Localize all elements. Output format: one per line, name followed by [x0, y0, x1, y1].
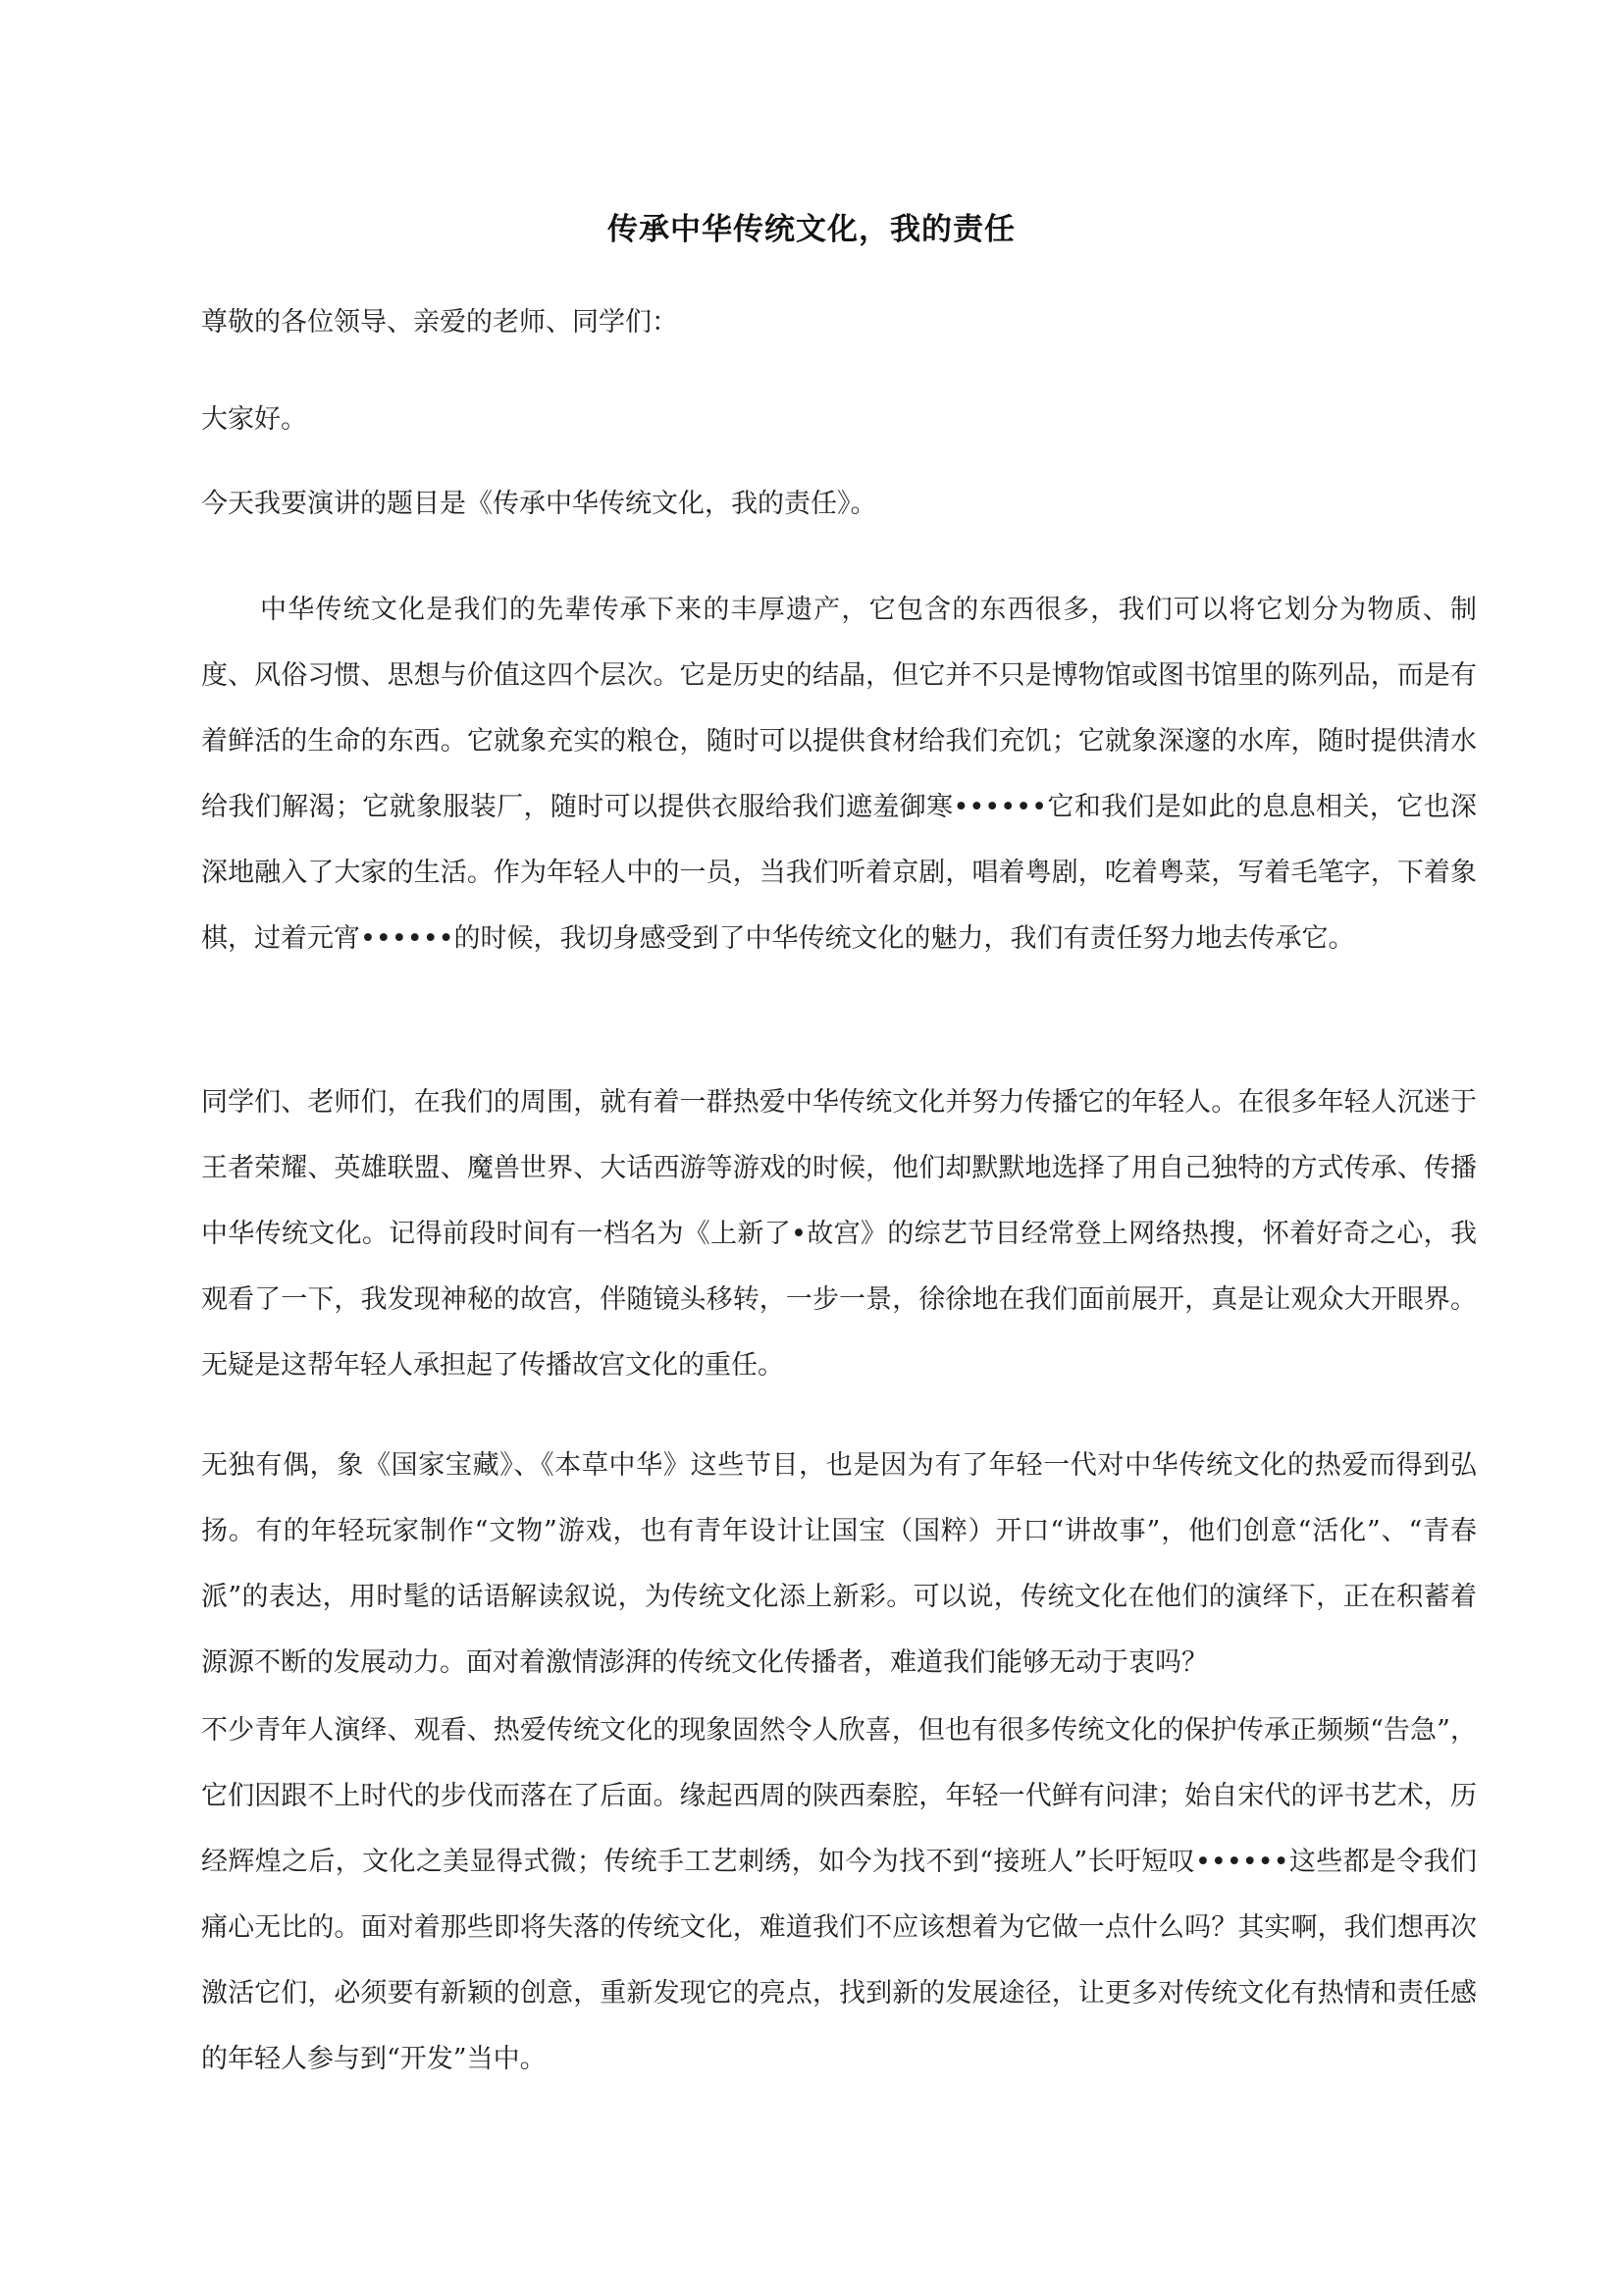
greeting: 大家好。 — [201, 404, 307, 435]
paragraph-4: 不少青年人演绎、观看、热爱传统文化的现象固然令人欣喜，但也有很多传统文化的保护传承正频频“告急”，它们因跟不上时代的步伐而落在了后面。缘起西周的陕西秦腔，年轻一代鲜有问津；始自宋代的评书艺术，历经辉煌之后，文化之美显得式微；传统手工艺刺绣，如今为找不到“接班人”长吁短叹••••••这些都是令我们痛心无比的。面对着那些即将失落的传统文化，难道我们不应该想着为它做一点什么吗？其实啊，我们想再次激活它们，必须要有新颖的创意，重新发现它的亮点，找到新的发展途径，让更多对传统文化有热情和责任感的年轻人参与到“开发”当中。 — [201, 1715, 1477, 2074]
salutation: 尊敬的各位领导、亲爱的老师、同学们： — [201, 307, 678, 338]
paragraph-1: 中华传统文化是我们的先辈传承下来的丰厚遗产，它包含的东西很多，我们可以将它划分为物质、制度、风俗习惯、思想与价值这四个层次。它是历史的结晶，但它并不只是博物馆或图书馆里的陈列品，而是有着鲜活的生命的东西。它就象充实的粮仓，随时可以提供食材给我们充饥；它就象深邃的水库，随时提供清水给我们解渴；它就象服装厂，随时可以提供衣服给我们遮羞御寒••••••它和我们是如此的息息相关，它也深深地融入了大家的生活。作为年轻人中的一员，当我们听着京剧，唱着粤剧，吃着粤菜，写着毛笔字，下着象棋，过着元宵••••••的时候，我切身感受到了中华传统文化的魅力，我们有责任努力地去传承它。 — [201, 595, 1477, 954]
paragraph-3: 无独有偶，象《国家宝藏》、《本草中华》这些节目，也是因为有了年轻一代对中华传统文化的热爱而得到弘扬。有的年轻玩家制作“文物”游戏，也有青年设计让国宝（国粹）开口“讲故事”，他们创意“活化”、“青春派”的表达，用时髦的话语解读叙说，为传统文化添上新彩。可以说，传统文化在他们的演绎下，正在积蓄着源源不断的发展动力。面对着激情澎湃的传统文化传播者，难道我们能够无动于衷吗？ — [201, 1450, 1477, 1678]
page-title: 传承中华传统文化，我的责任 — [607, 212, 1016, 247]
speech-topic: 今天我要演讲的题目是《传承中华传统文化，我的责任》。 — [201, 489, 877, 519]
paragraph-2: 同学们、老师们，在我们的周围，就有着一群热爱中华传统文化并努力传播它的年轻人。在很多年轻人沉迷于王者荣耀、英雄联盟、魔兽世界、大话西游等游戏的时候，他们却默默地选择了用自己独特的方式传承、传播中华传统文化。记得前段时间有一档名为《上新了•故宫》的综艺节目经常登上网络热搜，怀着好奇之心，我观看了一下，我发现神秘的故宫，伴随镜头移转，一步一景，徐徐地在我们面前展开，真是让观众大开眼界。无疑是这帮年轻人承担起了传播故宫文化的重任。 — [201, 1087, 1477, 1381]
